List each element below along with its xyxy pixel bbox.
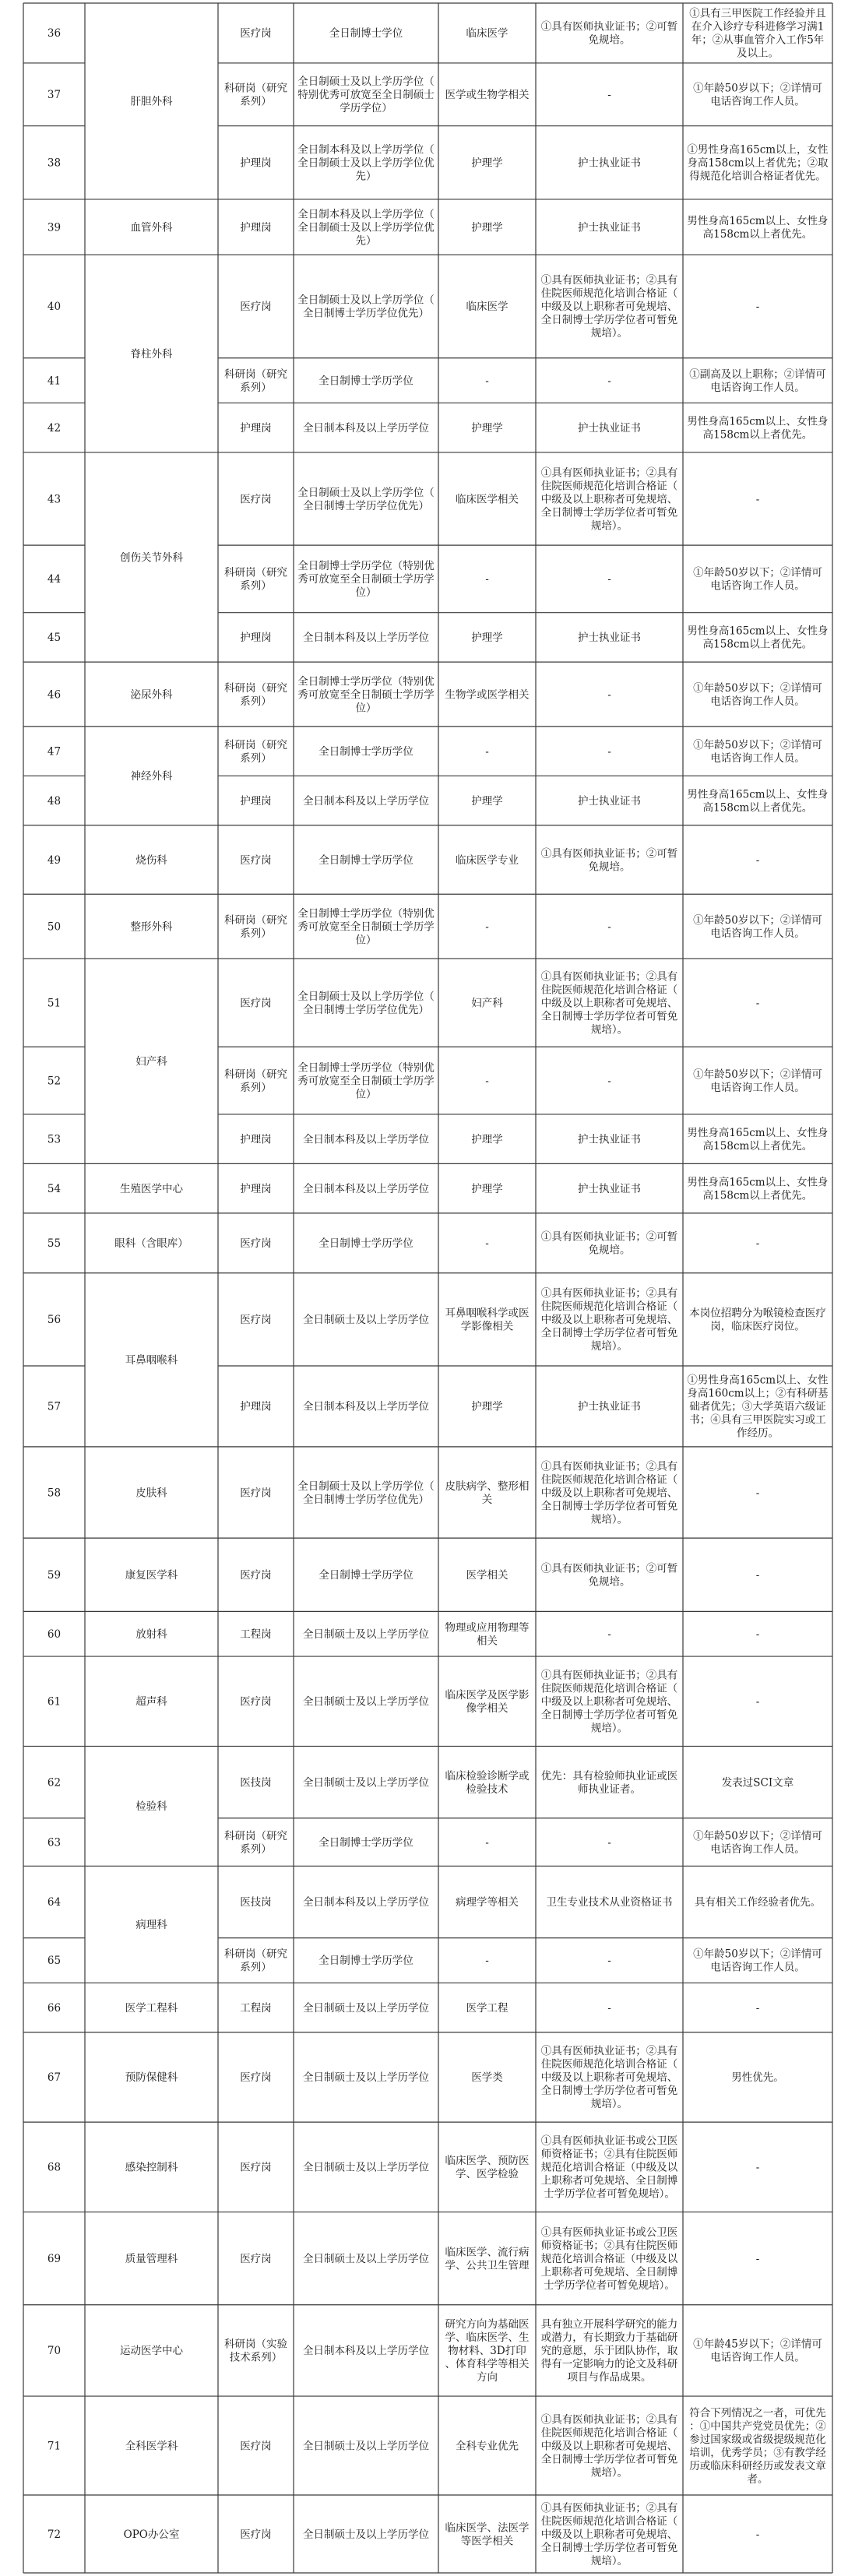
cell-education: 全日制本科及以上学历学位 xyxy=(303,632,429,645)
cell-other: ①具有三甲医院工作经验并且在介入诊疗专科进修学习满1 年；②从事血管介入工作5年及以上。 xyxy=(689,7,826,60)
cell-number: 38 xyxy=(47,157,62,170)
cell-department: 烧伤科 xyxy=(135,853,167,867)
cell-post: 医疗岗 xyxy=(240,997,272,1010)
cell-number: 43 xyxy=(47,493,62,506)
cell-qualification: ①具有医师执业证书；②可暂免规培。 xyxy=(540,847,678,874)
cell-department: 肝胆外科 xyxy=(130,95,173,108)
cell-post: 护理岗 xyxy=(240,632,272,645)
cell-qualification: 优先：具有检验师执业证或医师执业证者。 xyxy=(540,1769,678,1796)
cell-post: 护理岗 xyxy=(240,421,272,435)
cell-department: 预防保健科 xyxy=(125,2071,178,2085)
cell-education: 全日制本科及以上学历学位 xyxy=(303,421,429,435)
cell-department: 妇产科 xyxy=(135,1055,167,1068)
cell-other: ①年龄50岁以下；②详情可电话咨询工作人员。 xyxy=(693,913,822,940)
cell-major: 临床医学、流行病学、公共卫生管理 xyxy=(445,2246,530,2272)
cell-major: 病理学等相关 xyxy=(456,1896,519,1909)
cell-qualification: - xyxy=(607,375,611,388)
cell-post: 医疗岗 xyxy=(240,2252,272,2265)
cell-other: - xyxy=(755,2252,760,2265)
cell-post: 医疗岗 xyxy=(240,2161,272,2174)
cell-education: 全日制博士学历学位（特别优秀可放宽至全日制硕士学历学位） xyxy=(297,675,435,715)
cell-post: 医疗岗 xyxy=(240,301,272,314)
cell-number: 62 xyxy=(47,1776,62,1789)
cell-education: 全日制硕士及以上学历学位（全日制博士学历学位优先） xyxy=(297,294,435,320)
cell-major: 医学相关 xyxy=(466,1569,508,1582)
cell-post: 科研岗（研究系列） xyxy=(224,738,287,765)
cell-education: 全日制本科及以上学历学位（全日制硕士及以上学历学位优先） xyxy=(297,143,435,183)
cell-post: 科研岗（研究系列） xyxy=(224,681,287,708)
cell-qualification: 护士执业证书 xyxy=(578,421,641,435)
cell-major: 研究方向为基础医学、临床医学、生物材料、3D打印、体育科学等相关方向 xyxy=(445,2318,530,2384)
cell-department: 生殖医学中心 xyxy=(120,1182,183,1195)
cell-major: 临床医学专业 xyxy=(456,853,519,867)
cell-qualification: 卫生专业技术从业资格证书 xyxy=(546,1896,673,1909)
cell-post: 医疗岗 xyxy=(240,1314,272,1327)
cell-other: 男性身高165cm以上、女性身高158cm以上者优先。 xyxy=(687,1126,829,1153)
cell-qualification: - xyxy=(607,1628,611,1641)
cell-major: 临床医学、法医学等医学相关 xyxy=(445,2521,530,2548)
cell-education: 全日制博士学历学位（特别优秀可放宽至全日制硕士学历学位） xyxy=(297,1061,435,1101)
cell-number: 48 xyxy=(47,794,62,808)
cell-education: 全日制博士学历学位（特别优秀可放宽至全日制硕士学历学位） xyxy=(297,907,435,947)
cell-number: 44 xyxy=(47,573,62,586)
cell-qualification: ①具有医师执业证书；②具有住院医师规范化培训合格证（中级及以上职称者可免规培、全日制博士学历学位者可暂免规培）。 xyxy=(540,1460,678,1526)
cell-department: 脊柱外科 xyxy=(130,347,173,361)
cell-qualification: ①具有医师执业证书或公卫医师资格证书；②具有住院医师规范化培训合格证（中级及以上职称者可免规培、全日制博士学历学位者可暂免规培）。 xyxy=(540,2134,678,2201)
cell-qualification: ①具有医师执业证书；②具有住院医师规范化培训合格证（中级及以上职称者可免规培、全日制博士学历学位者可暂免规培）。 xyxy=(540,2413,678,2479)
cell-other: - xyxy=(755,1237,760,1251)
cell-education: 全日制硕士及以上学历学位 xyxy=(303,2440,429,2453)
cell-education: 全日制本科及以上学历学位 xyxy=(303,1400,429,1413)
cell-qualification: ①具有医师执业证书或公卫医师资格证书；②具有住院医师规范化培训合格证（中级及以上职称者可免规培、全日制博士学历学位者可暂免规培）。 xyxy=(540,2226,678,2292)
cell-post: 医疗岗 xyxy=(240,1569,272,1582)
cell-education: 全日制硕士及以上学历学位（特别优秀可放宽至全日制硕士学历学位） xyxy=(297,76,435,115)
cell-number: 36 xyxy=(47,27,62,40)
cell-other: ①年龄50岁以下；②详情可电话咨询工作人员。 xyxy=(693,1829,822,1856)
cell-education: 全日制硕士及以上学历学位 xyxy=(303,2161,429,2174)
cell-qualification: - xyxy=(607,1836,611,1849)
cell-other: - xyxy=(755,853,760,867)
cell-major: 护理学 xyxy=(471,221,503,234)
cell-qualification: ①具有医师执业证书；②具有住院医师规范化培训合格证（中级及以上职称者可免规培、全日制博士学历学位者可暂免规培）。 xyxy=(540,466,678,533)
cell-qualification: 护士执业证书 xyxy=(578,1182,641,1195)
cell-other: ①男性身高165cm以上、女性身高160cm以上；②有科研基础者优先；③大学英语六级证书；④具有三甲医院实习或工作经历。 xyxy=(687,1374,829,1440)
cell-post: 工程岗 xyxy=(240,1628,272,1641)
cell-education: 全日制博士学历学位（特别优秀可放宽至全日制硕士学历学位） xyxy=(297,560,435,600)
cell-department: 超声科 xyxy=(135,1695,167,1709)
cell-number: 41 xyxy=(47,375,62,388)
cell-department: 检验科 xyxy=(135,1800,167,1814)
cell-education: 全日制硕士及以上学历学位（全日制博士学历学位优先） xyxy=(297,1480,435,1506)
cell-major: 皮肤病学、整形相关 xyxy=(445,1480,530,1506)
cell-qualification: 护士执业证书 xyxy=(578,1400,641,1413)
cell-other: 本岗位招聘分为喉镜检查医疗岗，临床医疗岗位。 xyxy=(689,1307,826,1333)
cell-other: ①年龄50岁以下；②详情可电话咨询工作人员。 xyxy=(693,1068,822,1094)
cell-qualification: ①具有医师执业证书；②具有住院医师规范化培训合格证（中级及以上职称者可免规培、全日制博士学历学位者可暂免规培）。 xyxy=(540,1287,678,1353)
cell-major: 生物学或医学相关 xyxy=(445,688,530,702)
cell-other: - xyxy=(755,1487,760,1500)
cell-number: 61 xyxy=(47,1695,62,1709)
cell-department: 泌尿外科 xyxy=(130,688,173,702)
cell-major: - xyxy=(485,375,489,388)
cell-major: - xyxy=(485,1836,489,1849)
cell-other: - xyxy=(755,1695,760,1709)
cell-other: 男性身高165cm以上、女性身高158cm以上者优先。 xyxy=(687,415,829,442)
cell-post: 科研岗（实验技术系列） xyxy=(224,2338,287,2364)
cell-other: 男性身高165cm以上、女性身高158cm以上者优先。 xyxy=(687,1176,829,1202)
cell-education: 全日制博士学历学位 xyxy=(318,1237,413,1251)
cell-education: 全日制硕士及以上学历学位 xyxy=(303,2071,429,2085)
cell-number: 46 xyxy=(47,688,62,702)
cell-education: 全日制硕士及以上学历学位（全日制博士学历学位优先） xyxy=(297,486,435,512)
cell-qualification: - xyxy=(607,688,611,702)
cell-number: 53 xyxy=(47,1133,62,1146)
cell-number: 64 xyxy=(47,1896,62,1909)
cell-post: 工程岗 xyxy=(240,2001,272,2015)
cell-other: ①年龄50岁以下；②详情可电话咨询工作人员。 xyxy=(693,1948,822,1974)
cell-other: - xyxy=(755,1628,760,1641)
cell-post: 科研岗（研究系列） xyxy=(224,82,287,108)
cell-post: 护理岗 xyxy=(240,1182,272,1195)
cell-number: 57 xyxy=(47,1400,62,1413)
cell-qualification: ①具有医师执业证书；②可暂免规培。 xyxy=(540,1562,678,1589)
cell-number: 60 xyxy=(47,1628,62,1641)
cell-qualification: ①具有医师执业证书；②可暂免规培。 xyxy=(540,1230,678,1257)
cell-qualification: 护士执业证书 xyxy=(578,1133,641,1146)
cell-education: 全日制博士学位 xyxy=(329,27,403,40)
cell-post: 医技岗 xyxy=(240,1776,272,1789)
cell-qualification: 护士执业证书 xyxy=(578,157,641,170)
cell-post: 护理岗 xyxy=(240,221,272,234)
cell-major: 临床医学相关 xyxy=(456,493,519,506)
cell-post: 科研岗（研究系列） xyxy=(224,1068,287,1094)
cell-department: 皮肤科 xyxy=(135,1487,167,1500)
cell-department: 耳鼻咽喉科 xyxy=(125,1354,178,1367)
cell-post: 医疗岗 xyxy=(240,2440,272,2453)
cell-number: 50 xyxy=(47,920,62,934)
cell-post: 医疗岗 xyxy=(240,27,272,40)
cell-education: 全日制本科及以上学历学位 xyxy=(303,1133,429,1146)
cell-number: 54 xyxy=(47,1182,62,1195)
cell-major: 临床医学 xyxy=(466,27,508,40)
cell-other: ①年龄50岁以下；②详情可电话咨询工作人员。 xyxy=(693,738,822,765)
cell-major: 临床检验诊断学或检验技术 xyxy=(445,1769,530,1796)
cell-major: - xyxy=(485,745,489,758)
cell-education: 全日制硕士及以上学历学位 xyxy=(303,2528,429,2541)
cell-major: - xyxy=(485,1075,489,1088)
cell-other: ①年龄50岁以下；②详情可电话咨询工作人员。 xyxy=(693,82,822,108)
cell-number: 56 xyxy=(47,1314,62,1327)
cell-major: 护理学 xyxy=(471,1400,503,1413)
cell-post: 医技岗 xyxy=(240,1896,272,1909)
cell-other: ①年龄50岁以下；②详情可电话咨询工作人员。 xyxy=(693,681,822,708)
cell-other: 男性优先。 xyxy=(731,2071,784,2085)
cell-number: 66 xyxy=(47,2001,62,2015)
cell-education: 全日制硕士及以上学历学位 xyxy=(303,1314,429,1327)
cell-major: 护理学 xyxy=(471,421,503,435)
cell-department: 创伤关节外科 xyxy=(120,551,183,565)
cell-qualification: 护士执业证书 xyxy=(578,221,641,234)
cell-number: 37 xyxy=(47,89,62,102)
cell-education: 全日制本科及以上学历学位 xyxy=(303,794,429,808)
cell-education: 全日制博士学历学位 xyxy=(318,375,413,388)
cell-number: 69 xyxy=(47,2252,62,2265)
cell-department: 神经外科 xyxy=(130,770,173,783)
cell-other: 男性身高165cm以上、女性身高158cm以上者优先。 xyxy=(687,625,829,651)
cell-other: - xyxy=(755,2528,760,2541)
cell-qualification: 护士执业证书 xyxy=(578,794,641,808)
cell-other: ①副高及以上职称；②详情可电话咨询工作人员。 xyxy=(689,368,826,394)
cell-number: 47 xyxy=(47,745,62,758)
cell-post: 科研岗（研究系列） xyxy=(224,566,287,593)
cell-major: 全科专业优先 xyxy=(456,2440,519,2453)
cell-other: 符合下列情况之一者，可优先：①中国共产党党员优先；② 参过国家级或省级提级规范化培训，优秀学员；③有教学经历或临床科研经历或发表文章者。 xyxy=(689,2406,826,2486)
cell-other: 发表过SCI文章 xyxy=(721,1776,794,1789)
cell-post: 医疗岗 xyxy=(240,1487,272,1500)
cell-qualification: - xyxy=(607,1075,611,1088)
cell-number: 39 xyxy=(47,221,62,234)
cell-other: - xyxy=(755,301,760,314)
cell-qualification: - xyxy=(607,920,611,934)
cell-number: 59 xyxy=(47,1569,62,1582)
cell-department: 医学工程科 xyxy=(125,2001,178,2015)
cell-education: 全日制硕士及以上学历学位 xyxy=(303,1628,429,1641)
cell-major: - xyxy=(485,1955,489,1968)
cell-major: 物理或应用物理等相关 xyxy=(445,1621,530,1648)
cell-department: 病理科 xyxy=(135,1919,167,1932)
cell-number: 71 xyxy=(47,2440,62,2453)
cell-qualification: ①具有医师执业证书；②具有住院医师规范化培训合格证（中级及以上职称者可免规培、全日制博士学历学位者可暂免规培）。 xyxy=(540,1669,678,1735)
cell-education: 全日制硕士及以上学历学位 xyxy=(303,1695,429,1709)
cell-major: 医学或生物学相关 xyxy=(445,89,530,102)
cell-post: 科研岗（研究系列） xyxy=(224,913,287,940)
cell-qualification: 具有独立开展科学研究的能力或潜力，有长期致力于基础研究的意愿，乐于团队协作，取得有一定影响力的论文及科研项目与作品成果。 xyxy=(540,2318,678,2384)
cell-qualification: ①具有医师执业证书；②可暂免规培。 xyxy=(540,20,678,47)
cell-education: 全日制硕士及以上学历学位 xyxy=(303,2001,429,2015)
cell-post: 科研岗（研究系列） xyxy=(224,1829,287,1856)
cell-post: 医疗岗 xyxy=(240,853,272,867)
cell-major: 妇产科 xyxy=(471,997,503,1010)
cell-post: 医疗岗 xyxy=(240,2528,272,2541)
cell-department: 康复医学科 xyxy=(125,1569,178,1582)
cell-major: 医学工程 xyxy=(466,2001,508,2015)
cell-department: 全科医学科 xyxy=(125,2440,178,2453)
cell-department: 感染控制科 xyxy=(125,2161,178,2174)
cell-department: 血管外科 xyxy=(130,221,173,234)
cell-qualification: - xyxy=(607,89,611,102)
cell-qualification: ①具有医师执业证书；②具有住院医师规范化培训合格证（中级及以上职称者可免规培、全日制博士学历学位者可暂免规培）。 xyxy=(540,274,678,340)
cell-major: 护理学 xyxy=(471,794,503,808)
cell-other: 男性身高165cm以上、女性身高158cm以上者优先。 xyxy=(687,788,829,815)
cell-post: 科研岗（研究系列） xyxy=(224,1948,287,1974)
cell-number: 67 xyxy=(47,2071,62,2085)
cell-post: 科研岗（研究系列） xyxy=(224,368,287,394)
cell-qualification: ①具有医师执业证书；②具有住院医师规范化培训合格证（中级及以上职称者可免规培、全日制博士学历学位者可暂免规培）。 xyxy=(540,970,678,1036)
cell-other: - xyxy=(755,2161,760,2174)
cell-major: 护理学 xyxy=(471,157,503,170)
cell-number: 70 xyxy=(47,2345,62,2358)
cell-education: 全日制硕士及以上学历学位 xyxy=(303,1776,429,1789)
cell-number: 51 xyxy=(47,997,62,1010)
cell-post: 医疗岗 xyxy=(240,2071,272,2085)
cell-qualification: - xyxy=(607,573,611,586)
cell-number: 42 xyxy=(47,421,62,435)
cell-education: 全日制本科及以上学历学位 xyxy=(303,1896,429,1909)
cell-other: 男性身高165cm以上、女性身高158cm以上者优先。 xyxy=(687,214,829,241)
cell-number: 55 xyxy=(47,1237,62,1251)
cell-post: 医疗岗 xyxy=(240,1695,272,1709)
cell-number: 40 xyxy=(47,301,62,314)
cell-other: - xyxy=(755,2001,760,2015)
cell-qualification: ①具有医师执业证书；②具有住院医师规范化培训合格证（中级及以上职称者可免规培、全日制博士学历学位者可暂免规培）。 xyxy=(540,2045,678,2111)
cell-other: - xyxy=(755,997,760,1010)
cell-major: 耳鼻咽喉科学或医学影像相关 xyxy=(445,1307,530,1333)
cell-education: 全日制博士学历学位 xyxy=(318,1955,413,1968)
cell-number: 49 xyxy=(47,853,62,867)
cell-major: 护理学 xyxy=(471,1182,503,1195)
cell-education: 全日制博士学历学位 xyxy=(318,1836,413,1849)
cell-other: ①年龄50岁以下；②详情可电话咨询工作人员。 xyxy=(693,566,822,593)
cell-number: 52 xyxy=(47,1075,62,1088)
cell-major: 临床医学、预防医学、医学检验 xyxy=(445,2155,530,2181)
cell-major: 临床医学 xyxy=(466,301,508,314)
cell-department: 整形外科 xyxy=(130,920,173,934)
cell-department: 质量管理科 xyxy=(125,2252,178,2265)
cell-major: - xyxy=(485,1237,489,1251)
cell-major: - xyxy=(485,573,489,586)
cell-other: - xyxy=(755,1569,760,1582)
cell-major: 临床医学及医学影像学相关 xyxy=(445,1689,530,1716)
cell-number: 63 xyxy=(47,1836,62,1849)
cell-qualification: - xyxy=(607,745,611,758)
cell-qualification: 护士执业证书 xyxy=(578,632,641,645)
cell-other: 具有相关工作经验者优先。 xyxy=(695,1896,821,1909)
cell-post: 护理岗 xyxy=(240,157,272,170)
cell-education: 全日制本科及以上学历学位 xyxy=(303,2345,429,2358)
cell-post: 护理岗 xyxy=(240,1133,272,1146)
cell-qualification: - xyxy=(607,1955,611,1968)
cell-major: 医学类 xyxy=(471,2071,503,2085)
cell-qualification: ①具有医师执业证书；②具有住院医师规范化培训合格证（中级及以上职称者可免规培、全日制博士学历学位者可暂免规培）。 xyxy=(540,2501,678,2567)
cell-other: ①男性身高165cm以上，女性身高158cm以上者优先；②取得规范化培训合格证者优先。 xyxy=(687,143,829,183)
cell-major: - xyxy=(485,920,489,934)
cell-education: 全日制博士学历学位 xyxy=(318,853,413,867)
cell-post: 护理岗 xyxy=(240,1400,272,1413)
cell-other: - xyxy=(755,493,760,506)
cell-number: 58 xyxy=(47,1487,62,1500)
cell-education: 全日制硕士及以上学历学位（全日制博士学历学位优先） xyxy=(297,990,435,1016)
cell-number: 72 xyxy=(47,2528,62,2541)
cell-education: 全日制本科及以上学历学位（全日制硕士及以上学历学位优先） xyxy=(297,208,435,248)
cell-number: 68 xyxy=(47,2161,62,2174)
cell-other: ①年龄45岁以下；②详情可电话咨询工作人员。 xyxy=(693,2338,822,2364)
cell-department: OPO办公室 xyxy=(123,2528,180,2541)
cell-department: 放射科 xyxy=(135,1628,167,1641)
cell-education: 全日制本科及以上学历学位 xyxy=(303,1182,429,1195)
cell-education: 全日制博士学历学位 xyxy=(318,745,413,758)
cell-qualification: - xyxy=(607,2001,611,2015)
cell-major: 护理学 xyxy=(471,1133,503,1146)
cell-education: 全日制博士学历学位 xyxy=(318,1569,413,1582)
cell-post: 护理岗 xyxy=(240,794,272,808)
cell-post: 医疗岗 xyxy=(240,1237,272,1251)
cell-number: 45 xyxy=(47,632,62,645)
cell-number: 65 xyxy=(47,1955,62,1968)
cell-post: 医疗岗 xyxy=(240,493,272,506)
cell-department: 运动医学中心 xyxy=(120,2345,183,2358)
cell-department: 眼科（含眼库） xyxy=(114,1237,188,1251)
cell-education: 全日制硕士及以上学历学位 xyxy=(303,2252,429,2265)
cell-major: 护理学 xyxy=(471,632,503,645)
